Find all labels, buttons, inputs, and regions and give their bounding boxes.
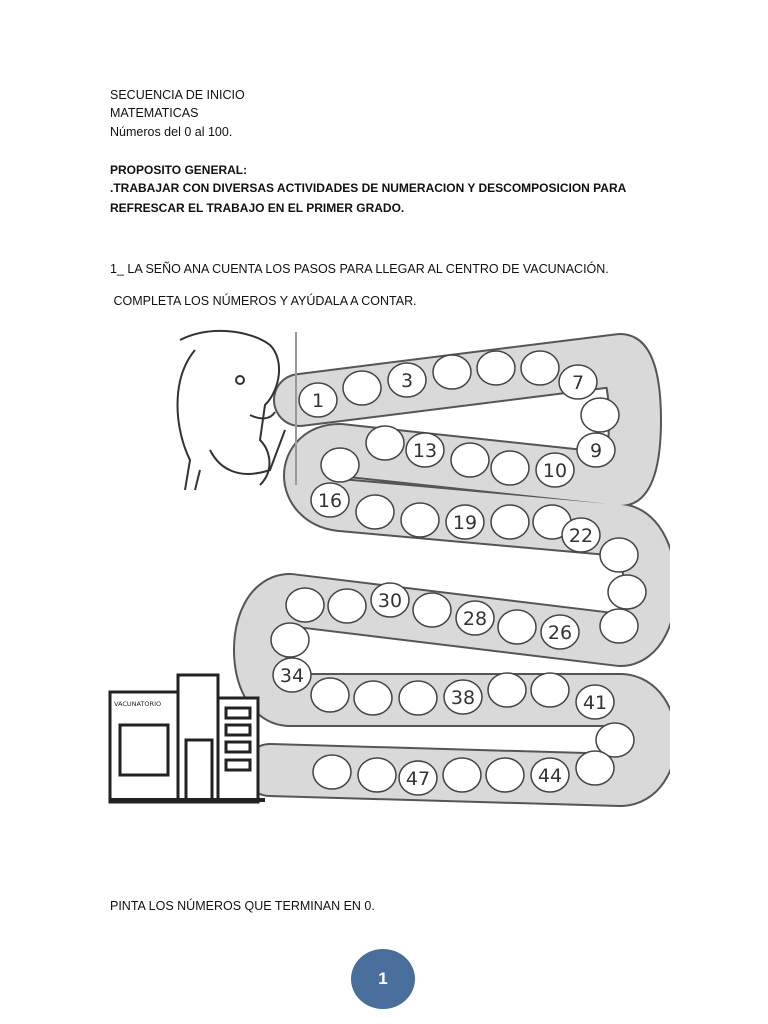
path-cell	[313, 755, 351, 789]
path-cell-number: 26	[547, 622, 573, 644]
task-2-instruction: PINTA LOS NÚMEROS QUE TERMINAN EN 0.	[110, 899, 375, 913]
path-cell-number: 3	[400, 370, 414, 392]
path-cell-number: 10	[542, 460, 568, 482]
path-cell	[354, 681, 392, 715]
path-cell-number: 1	[311, 390, 325, 412]
purpose-text-1: .TRABAJAR CON DIVERSAS ACTIVIDADES DE NUMERACION Y DESCOMPOSICION PARA	[110, 181, 627, 195]
path-cell-number: 9	[589, 440, 603, 462]
path-cell	[311, 678, 349, 712]
path-cell-number: 16	[317, 490, 343, 512]
path-cell-number: 34	[279, 665, 305, 687]
path-cell-number: 44	[537, 765, 563, 787]
building-sign: VACUNATORIO	[114, 700, 162, 708]
path-cell	[491, 451, 529, 485]
path-cell-number: 13	[412, 440, 438, 462]
path-cell	[531, 673, 569, 707]
path-cell-number: 38	[450, 687, 476, 709]
path-cell	[600, 609, 638, 643]
counting-path-worksheet	[100, 320, 670, 830]
path-cell	[271, 623, 309, 657]
path-cell	[498, 610, 536, 644]
path-cell-number: 30	[377, 590, 403, 612]
path-cell	[286, 588, 324, 622]
path-cell-number: 41	[582, 692, 608, 714]
title-line-2: MATEMATICAS	[110, 106, 199, 120]
path-cell	[433, 355, 471, 389]
page-number-badge: 1	[351, 949, 415, 1009]
path-cell	[608, 575, 646, 609]
path-cell	[366, 426, 404, 460]
path-cell	[521, 351, 559, 385]
path-cell	[477, 351, 515, 385]
path-cell	[451, 443, 489, 477]
path-cell	[600, 538, 638, 572]
path-cell-number: 7	[571, 372, 585, 394]
path-cell-number: 47	[405, 768, 431, 790]
title-line-3: Números del 0 al 100.	[110, 125, 233, 139]
path-cell	[321, 448, 359, 482]
purpose-text-2: REFRESCAR EL TRABAJO EN EL PRIMER GRADO.	[110, 201, 405, 215]
path-cell-number: 22	[568, 525, 594, 547]
path-cell	[443, 758, 481, 792]
path-cell	[491, 505, 529, 539]
path-cell	[576, 751, 614, 785]
path-cell	[399, 681, 437, 715]
path-cell	[343, 371, 381, 405]
instruction-2: COMPLETA LOS NÚMEROS Y AYÚDALA A CONTAR.	[110, 294, 417, 308]
instruction-1: 1_ LA SEÑO ANA CUENTA LOS PASOS PARA LLEGAR AL CENTRO DE VACUNACIÓN.	[110, 262, 609, 276]
path-cell	[413, 593, 451, 627]
path-cell	[328, 589, 366, 623]
vaccination-center-building	[110, 675, 265, 802]
title-line-1: SECUENCIA DE INICIO	[110, 88, 245, 102]
path-cell-number: 19	[452, 512, 478, 534]
path-cell	[356, 495, 394, 529]
path-cell	[358, 758, 396, 792]
path-cell	[486, 758, 524, 792]
path-cell	[581, 398, 619, 432]
path-cell	[401, 503, 439, 537]
purpose-heading: PROPOSITO GENERAL:	[110, 163, 248, 177]
path-cell	[488, 673, 526, 707]
path-cell-number: 28	[462, 608, 488, 630]
